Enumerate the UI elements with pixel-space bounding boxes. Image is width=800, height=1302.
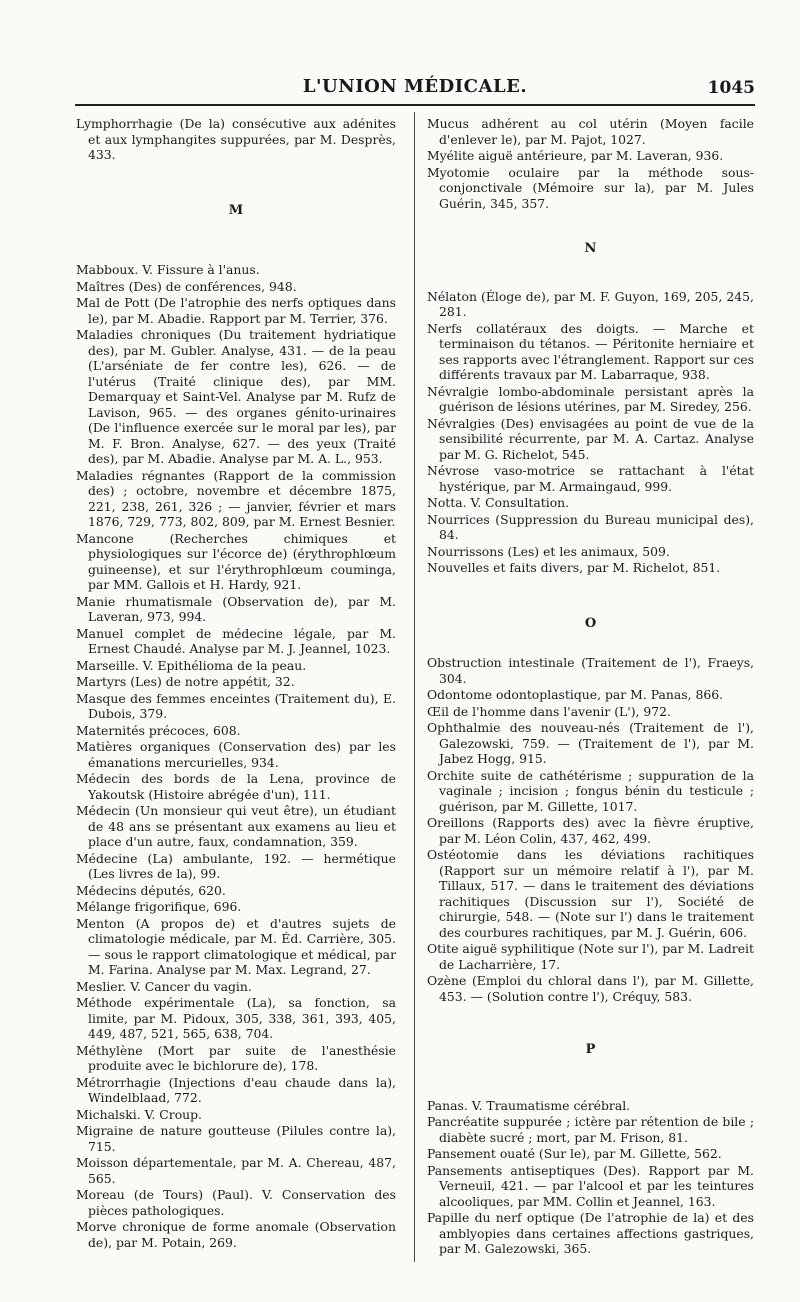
index-entry: Méthylène (Mort par suite de l'anesthésie produite avec le bichlorure de), 178. [76, 1042, 396, 1073]
index-entry: Moisson départementale, par M. A. Chereau, 487, 565. [76, 1155, 396, 1186]
section-letter-o: O [584, 615, 597, 631]
section-letter-p: P [585, 1042, 596, 1057]
index-entry: Maladies chroniques (Du traitement hydriatique des), par M. Gubler. Analyse, 431. — de la peau (L'arséniate de fer contre les), 626. — de l'utérus (Traité clinique des), par MM. Demarquay et Saint-Vel. Analyse par M. Rufz de Lavison, 965. — des organes génito-urinaires (De l'influence exercée sur le moral par les), par M. F. Bron. Analyse, 627. — des yeux (Traité des), par M. Abadie. Analyse par M. A. L., 953. [76, 327, 396, 466]
index-entry: Moreau (de Tours) (Paul). V. Conservation des pièces pathologiques. [76, 1187, 396, 1218]
index-entry: Nourrices (Suppression du Bureau municipal des), 84. [427, 511, 754, 542]
entries-m [76, 262, 396, 1250]
index-entry: Myotomie oculaire par la méthode sous-conjonctivale (Mémoire sur la), par M. Jules Guérin, 345, 357. [427, 164, 754, 211]
index-entry: Papille du nerf optique (De l'atrophie de la) et des amblyopies dans certaines affections gastriques, par M. Galezowski, 365. [427, 1210, 754, 1256]
entries-o [427, 655, 754, 1004]
index-entry: Myélite aiguë antérieure, par M. Laveran, 936. [427, 148, 724, 163]
index-entry: Orchite suite de cathétérisme ; suppuration de la vaginale ; incision ; fongus bénin du testicule ; guérison, par M. Gillette, 1017. [427, 767, 754, 814]
index-entry: Michalski. V. Croup. [76, 1106, 202, 1122]
index-entry: Névralgies (Des) envisagées au point de vue de la sensibilité récurrente, par M. A. Cartaz. Analyse par M. G. Richelot, 545. [427, 415, 754, 462]
index-entry: Nouvelles et faits divers, par M. Richelot, 851. [427, 560, 721, 575]
index-entry: Maladies régnantes (Rapport de la commission des) ; octobre, novembre et décembre 1875, 221, 238, 261, 326 ; — janvier, février et mars 1876, 729, 773, 802, 809, par M. Ernest Besnier. [76, 467, 396, 529]
index-entry: Ophthalmie des nouveau-nés (Traitement de l'), Galezowski, 759. — (Traitement de l'), par M. Jabez Hogg, 915. [427, 720, 754, 766]
left-column [76, 116, 396, 1250]
section-letter-m: M [228, 202, 244, 218]
index-entry: Mal de Pott (De l'atrophie des nerfs optiques dans le), par M. Abadie. Rapport par M. Terrier, 376. [76, 295, 396, 326]
index-entry: Manie rhumatismale (Observation de), par M. Laveran, 973, 994. [76, 593, 396, 624]
index-entry: Nourrissons (Les) et les animaux, 509. [427, 543, 670, 559]
index-entry: Pansement ouaté (Sur le), par M. Gillette, 562. [427, 1146, 722, 1161]
running-title: L'UNION MÉDICALE. [302, 76, 528, 97]
index-entry: Lymphorrhagie (De la) consécutive aux adénites et aux lymphangites suppurées, par M. Desprès, 433. [76, 116, 396, 162]
index-entry: Menton (A propos de) et d'autres sujets de climatologie médicale, par M. Éd. Carrière, 305. — sous le rapport climatologique et médical, par M. Farina. Analyse par M. Max. Legrand, 27. [76, 915, 396, 977]
right-column [427, 116, 754, 1257]
index-entry: Obstruction intestinale (Traitement de l'), Fraeys, 304. [427, 655, 754, 686]
index-entry: Oreillons (Rapports des) avec la fièvre éruptive, par M. Léon Colin, 437, 462, 499. [427, 815, 754, 846]
index-entry: Notta. V. Consultation. [427, 495, 570, 510]
index-entry: Morve chronique de forme anomale (Observation de), par M. Potain, 269. [76, 1219, 396, 1250]
index-entry: Névrose vaso-motrice se rattachant à l'état hystérique, par M. Armaingaud, 999. [427, 463, 754, 494]
index-entry: Névralgie lombo-abdominale persistant après la guérison de lésions utérines, par M. Siredey, 256. [427, 383, 754, 414]
index-entry: Médecine (La) ambulante, 192. — hermétique (Les livres de la), 99. [76, 850, 396, 881]
index-entry: Odontome odontoplastique, par M. Panas, 866. [427, 687, 724, 702]
index-entry: Masque des femmes enceintes (Traitement du), E. Dubois, 379. [76, 690, 396, 721]
index-entry: Mabboux. V. Fissure à l'anus. [76, 262, 260, 277]
entries-n [427, 289, 754, 576]
index-entry: Nerfs collatéraux des doigts. — Marche et terminaison du tétanos. — Péritonite herniaire et ses rapports avec l'étranglement. Rapport sur ces différents travaux par M. Labarraque, 938. [427, 320, 754, 382]
index-entry: Ozène (Emploi du chloral dans l'), par M. Gillette, 453. — (Solution contre l'), Créquy, 583. [427, 973, 754, 1004]
header-rule [75, 104, 755, 106]
index-entry: Mancone (Recherches chimiques et physiologiques sur l'écorce de) (érythrophlœum guineense), et sur l'érythrophlœum couminga, par MM. Gallois et H. Hardy, 921. [76, 530, 396, 592]
index-entry: Mucus adhérent au col utérin (Moyen facile d'enlever le), par M. Pajot, 1027. [427, 116, 754, 147]
index-entry: Métrorrhagie (Injections d'eau chaude dans la), Windelblaad, 772. [76, 1074, 396, 1105]
index-entry: Médecin des bords de la Lena, province de Yakoutsk (Histoire abrégée d'un), 111. [76, 771, 396, 802]
column-divider [414, 112, 415, 1262]
page-header [75, 74, 755, 106]
index-entry: Méthode expérimentale (La), sa fonction, sa limite, par M. Pidoux, 305, 338, 361, 393, 405, 449, 487, 521, 565, 638, 704. [76, 995, 396, 1041]
index-entry: Œil de l'homme dans l'avenir (L'), 972. [427, 703, 671, 719]
index-entry: Médecins députés, 620. [76, 882, 226, 898]
index-entry: Matières organiques (Conservation des) par les émanations mercurielles, 934. [76, 739, 396, 770]
index-entry: Médecin (Un monsieur qui veut être), un étudiant de 48 ans se présentant aux examens au lieu et place d'un autre, faux, condamnation, 359. [76, 803, 396, 849]
section-letter-n: N [584, 241, 597, 256]
index-entry: Mélange frigorifique, 696. [76, 899, 242, 914]
index-entry: Martyrs (Les) de notre appétit, 32. [76, 674, 295, 689]
index-entry: Otite aiguë syphilitique (Note sur l'), par M. Ladreit de Lacharrière, 17. [427, 941, 754, 972]
index-entry: Panas. V. Traumatisme cérébral. [427, 1097, 631, 1113]
index-entry: Migraine de nature goutteuse (Pilules contre la), 715. [76, 1123, 396, 1154]
index-entry: Marseille. V. Epithélioma de la peau. [76, 657, 307, 673]
index-entry: Maîtres (Des) de conférences, 948. [76, 278, 297, 294]
index-entry: Maternités précoces, 608. [76, 722, 241, 738]
index-entry: Manuel complet de médecine légale, par M. Ernest Chaudé. Analyse par M. J. Jeannel, 1023. [76, 625, 396, 656]
index-entry: Pansements antiseptiques (Des). Rapport par M. Verneuil, 421. — par l'alcool et par les teintures alcooliques, par MM. Collin et Jeannel, 163. [427, 1162, 754, 1209]
index-entry: Nélaton (Éloge de), par M. F. Guyon, 169, 205, 245, 281. [427, 288, 754, 319]
entries-p [427, 1098, 754, 1257]
page-number: 1045 [707, 78, 755, 98]
index-entry: Ostéotomie dans les déviations rachitiques (Rapport sur un mémoire relatif à l'), par M. Tillaux, 517. — dans le traitement des déviations rachitiques (Discussion sur l'), Société de chirurgie, 548. — (Note sur l') dans le traitement des courbures rachitiques, par M. J. Guérin, 606. [427, 847, 754, 940]
index-entry: Meslier. V. Cancer du vagin. [76, 978, 252, 994]
index-entry: Pancréatite suppurée ; ictère par rétention de bile ; diabète sucré ; mort, par M. Frison, 81. [427, 1114, 754, 1145]
